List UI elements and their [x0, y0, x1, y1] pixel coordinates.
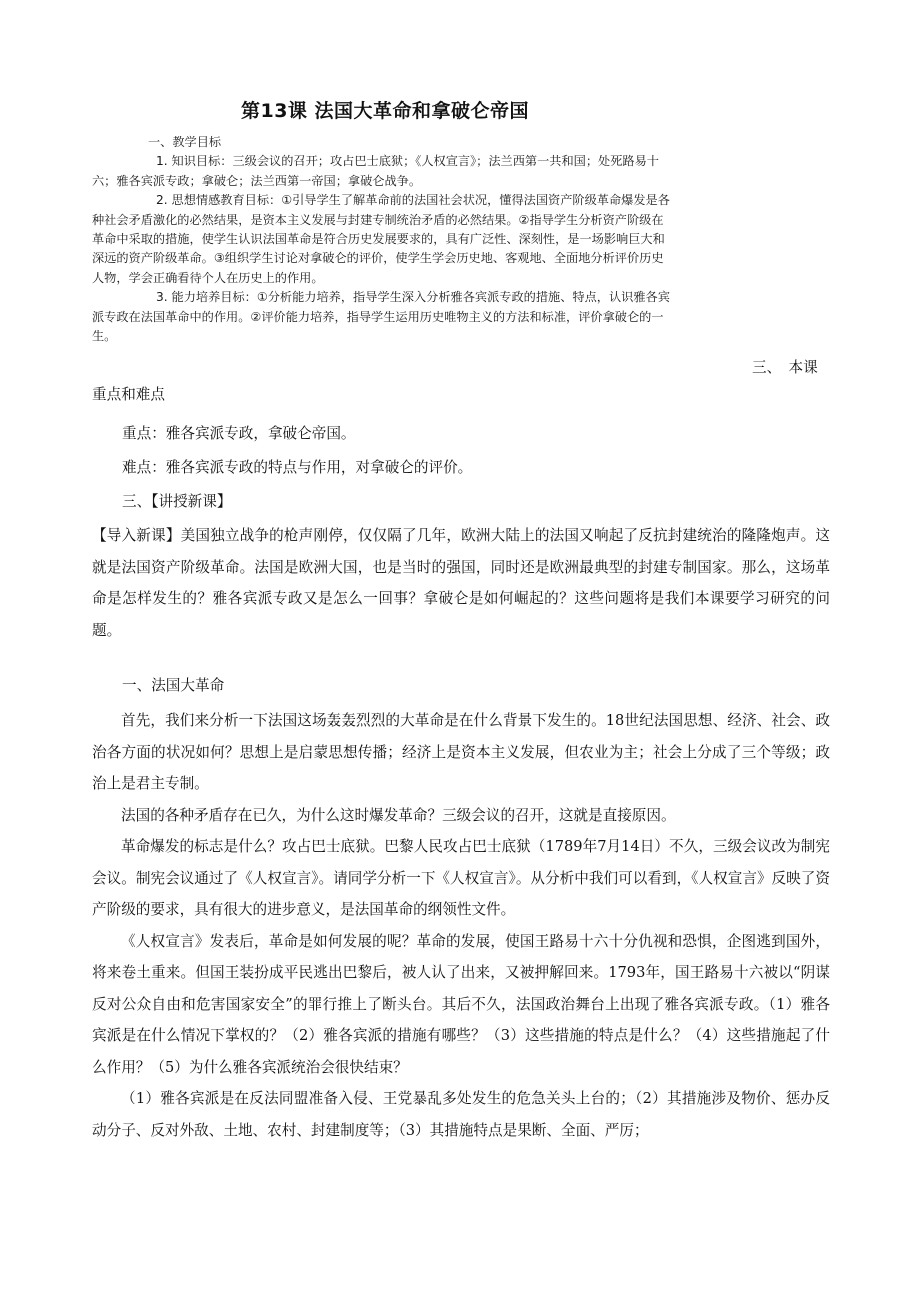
key-points: 重点：雅各宾派专政，拿破仑帝国。 [122, 425, 356, 442]
lesson-title: 第13课 法国大革命和拿破仑帝国 [240, 100, 530, 122]
intro-text: 【导入新课】美国独立战争的枪声刚停，仅仅隔了几年，欧洲大陆上的法国又响起了反抗封建统治的隆隆炮声。这就是法国资产阶级革命。法国是欧洲大国，也是当时的强国，同时还是欧洲最典型的封建专制国家。那么，这场革命是怎样发生的？雅各宾派专政又是怎么一回事？拿破仑是如何崛起的？这些问题将是我们本课要学习研究的问题。 [92, 527, 830, 639]
paragraph-cause: 法国的各种矛盾存在已久，为什么这时爆发革命？三级会议的召开，这就是直接原因。 [121, 806, 676, 824]
knowledge-goal: 1. 知识目标：三级会议的召开；攻占巴士底狱；《人权宣言》；法兰西第一共和国；处死路易十六；雅各宾派专政；拿破仑；法兰西第一帝国；拿破仑战争。 [92, 154, 659, 188]
paragraph-background: 首先，我们来分析一下法国这场轰轰烈烈的大革命是在什么背景下发生的。18世纪法国思想、经济、社会、政治各方面的状况如何？思想上是启蒙思想传播；经济上是资本主义发展，但农业为主；社会上分成了三个等级；政治上是君主专制。 [92, 712, 830, 792]
part1-heading: 一、法国大革命 [122, 677, 225, 694]
paragraph-jacobin-answers: （1）雅各宾派是在反法同盟准备入侵、王党暴乱多处发生的危急关头上台的；（2）其措施涉及物价、惩办反动分子、反对外敌、土地、农村、封建制度等；（3）其措施特点是果断、全面、严厉； [92, 1090, 830, 1139]
teaching-goals-heading: 一、教学目标 [148, 135, 222, 149]
scanned-lesson-header [92, 96, 672, 346]
difficulties: 难点：雅各宾派专政的特点与作用，对拿破仑的评价。 [122, 459, 473, 476]
paragraph-development: 《人权宣言》发表后，革命是如何发展的呢？革命的发展，使国王路易十六十分仇视和恐惧，企图逃到国外，将来卷土重来。但国王装扮成平民逃出巴黎后，被人认了出来，又被押解回来。1793年，国王路易十六被以“阴谋反对公众自由和危害国家安全”的罪行推上了断头台。其后不久，法国政治舞台上出现了雅各宾派专政。（1）雅各宾派是在什么情况下掌权的？（2）雅各宾派的措施有哪些？（3）这些措施的特点是什么？（4）这些措施起了什么作用？（5）为什么雅各宾派统治会很快结束？ [92, 932, 830, 1076]
body-paragraphs [92, 705, 830, 1146]
paragraph-outbreak: 革命爆发的标志是什么？攻占巴士底狱。巴黎人民攻占巴士底狱（1789年7月14日）不久，三级会议改为制宪会议。制宪会议通过了《人权宣言》。请同学分析一下《人权宣言》。从分析中我们可以看到，《人权宣言》反映了资产阶级的要求，具有很大的进步意义，是法国革命的纲领性文件。 [92, 838, 830, 918]
emotion-goal: 2. 思想情感教育目标：①引导学生了解革命前的法国社会状况，懂得法国资产阶级革命爆发是各种社会矛盾激化的必然结果，是资本主义发展与封建专制统治矛盾的必然结果。②指导学生分析资产阶级在革命中采取的措施，使学生认识法国革命是符合历史发展要求的，具有广泛性、深刻性，是一场影响巨大和深远的资产阶级革命。③组织学生讨论对拿破仑的评价，使学生学会历史地、客观地、全面地分析评价历史人物，学会正确看待个人在历史上的作用。 [92, 193, 670, 285]
teaching-goals [92, 133, 672, 346]
ability-goal: 3. 能力培养目标：①分析能力培养，指导学生深入分析雅各宾派专政的措施、特点，认识雅各宾派专政在法国革命中的作用。②评价能力培养，指导学生运用历史唯物主义的方法和标准，评价拿破仑的一生。 [92, 290, 670, 344]
section3-heading: 三、【讲授新课】 [122, 493, 232, 510]
key-heading-part2: 重点和难点 [92, 386, 165, 403]
key-heading-part1: 三、 本课 [752, 359, 818, 376]
intro-paragraph [92, 520, 830, 646]
